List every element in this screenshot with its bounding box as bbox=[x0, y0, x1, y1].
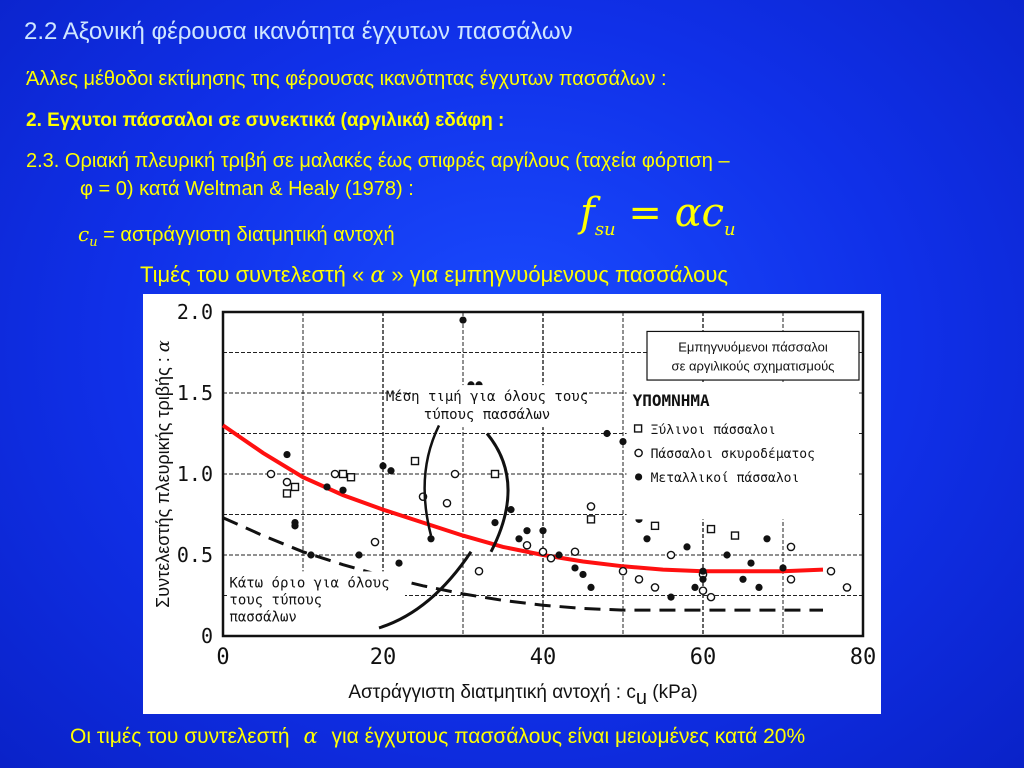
steel-pile-point bbox=[571, 564, 578, 571]
slide-title: 2.2 Αξονική φέρουσα ικανότητα έγχυτων πασσάλων bbox=[24, 18, 573, 45]
concrete-pile-point bbox=[443, 500, 450, 507]
timber-pile-point bbox=[708, 526, 715, 533]
concrete-pile-point bbox=[451, 470, 458, 477]
steel-pile-point bbox=[515, 535, 522, 542]
legend-marker-dot bbox=[635, 473, 642, 480]
concrete-pile-point bbox=[635, 576, 642, 583]
steel-pile-point bbox=[691, 584, 698, 591]
steel-pile-point bbox=[667, 594, 674, 601]
steel-pile-point bbox=[459, 317, 466, 324]
timber-pile-point bbox=[652, 522, 659, 529]
steel-pile-point bbox=[779, 564, 786, 571]
concrete-pile-point bbox=[651, 584, 658, 591]
lower-annotation-line: πασσάλων bbox=[229, 609, 297, 626]
chart-heading-post: » για εμπηγνυόμενους πασσάλους bbox=[391, 262, 729, 287]
steel-pile-point bbox=[579, 571, 586, 578]
timber-pile-point bbox=[732, 532, 739, 539]
concrete-pile-point bbox=[587, 503, 594, 510]
x-tick-label: 60 bbox=[689, 645, 717, 670]
concrete-pile-point bbox=[571, 548, 578, 555]
footer-pre: Οι τιμές του συντελεστή bbox=[70, 725, 290, 748]
steel-pile-point bbox=[355, 551, 362, 558]
x-axis-subscript: u bbox=[635, 687, 647, 709]
steel-pile-point bbox=[723, 551, 730, 558]
info-box-line: σε αργιλικούς σχηματισμούς bbox=[671, 358, 835, 374]
legend-title: ΥΠΟΜΝΗΜΑ bbox=[632, 390, 710, 410]
timber-pile-point bbox=[292, 483, 299, 490]
steel-pile-point bbox=[307, 551, 314, 558]
steel-pile-point bbox=[739, 576, 746, 583]
cu-symbol: c bbox=[78, 222, 90, 246]
x-tick-label: 20 bbox=[369, 645, 397, 670]
steel-pile-point bbox=[323, 483, 330, 490]
legend-marker-square bbox=[635, 425, 642, 432]
concrete-pile-point bbox=[475, 568, 482, 575]
x-tick-label: 0 bbox=[216, 645, 230, 670]
formula-c: c bbox=[701, 190, 725, 236]
y-tick-label: 0.5 bbox=[176, 543, 213, 567]
steel-pile-point bbox=[747, 560, 754, 567]
steel-pile-point bbox=[379, 462, 386, 469]
legend-entry: Ξύλινοι πάσσαλοι bbox=[650, 422, 776, 438]
formula-equals: = bbox=[628, 190, 662, 236]
x-tick-label: 40 bbox=[529, 645, 557, 670]
methods-line: Άλλες μέθοδοι εκτίμησης της φέρουσας ικανότητας έγχυτων πασσάλων : bbox=[26, 68, 667, 90]
timber-pile-point bbox=[284, 490, 291, 497]
x-axis-unit: (kPa) bbox=[646, 682, 698, 703]
info-box-line: Εμπηγνυόμενοι πάσσαλοι bbox=[678, 339, 828, 355]
chart-text bbox=[153, 331, 859, 709]
steel-pile-point bbox=[555, 551, 562, 558]
footer-alpha: α bbox=[303, 724, 318, 748]
y-tick-label: 2.0 bbox=[176, 300, 213, 324]
concrete-pile-point bbox=[827, 568, 834, 575]
mean-annotation-line: τύπους πασσάλων bbox=[423, 407, 551, 424]
formula-f: f bbox=[580, 190, 595, 236]
x-axis-label: Αστράγγιστη διατμητική αντοχή : cu (kPa) bbox=[348, 682, 698, 709]
chart-panel bbox=[143, 294, 881, 714]
timber-pile-point bbox=[340, 471, 347, 478]
steel-pile-point bbox=[683, 543, 690, 550]
formula-f-sub: su bbox=[594, 219, 616, 240]
timber-pile-point bbox=[348, 474, 355, 481]
steel-pile-point bbox=[619, 438, 626, 445]
concrete-pile-point bbox=[371, 538, 378, 545]
steel-pile-point bbox=[539, 527, 546, 534]
footer-post: για έγχυτους πασσάλους είναι μειωμένες κατά 20% bbox=[331, 725, 806, 748]
steel-pile-point bbox=[699, 568, 706, 575]
steel-pile-point bbox=[507, 506, 514, 513]
y-tick-label: 1.0 bbox=[176, 462, 213, 486]
mean-arrow bbox=[425, 425, 439, 535]
concrete-pile-point bbox=[787, 543, 794, 550]
mean-annotation-line: Μέση τιμή για όλους τους bbox=[385, 389, 589, 406]
method-line-1: 2.3. Οριακή πλευρική τριβή σε μαλακές έως στιφρές αργίλους (ταχεία φόρτιση – bbox=[26, 150, 730, 172]
steel-pile-point bbox=[523, 527, 530, 534]
timber-pile-point bbox=[492, 471, 499, 478]
steel-pile-point bbox=[603, 430, 610, 437]
timber-pile-point bbox=[412, 458, 419, 465]
concrete-pile-point bbox=[331, 470, 338, 477]
chart-heading-pre: Τιμές του συντελεστή « bbox=[140, 262, 365, 287]
steel-pile-point bbox=[699, 576, 706, 583]
concrete-pile-point bbox=[787, 576, 794, 583]
steel-pile-point bbox=[643, 535, 650, 542]
method-line-2: φ = 0) κατά Weltman & Healy (1978) : bbox=[80, 178, 414, 200]
y-tick-label: 0 bbox=[200, 624, 213, 648]
concrete-pile-point bbox=[539, 548, 546, 555]
formula-alpha: α bbox=[674, 190, 702, 236]
steel-pile-point bbox=[387, 467, 394, 474]
steel-pile-point bbox=[755, 584, 762, 591]
concrete-pile-point bbox=[667, 551, 674, 558]
chart-heading-alpha: α bbox=[370, 263, 386, 288]
concrete-pile-point bbox=[267, 470, 274, 477]
cu-definition bbox=[78, 222, 395, 250]
chart-heading bbox=[140, 262, 728, 288]
steel-pile-point bbox=[587, 584, 594, 591]
cu-subscript: u bbox=[89, 235, 98, 250]
concrete-pile-point bbox=[547, 555, 554, 562]
concrete-pile-point bbox=[523, 542, 530, 549]
footer-note bbox=[70, 724, 805, 749]
y-axis-label: Συντελεστής πλευρικής τριβής : α bbox=[153, 340, 174, 608]
steel-pile-point bbox=[491, 519, 498, 526]
x-tick-label: 80 bbox=[849, 645, 877, 670]
legend-marker-circle bbox=[635, 449, 642, 456]
formula-c-sub: u bbox=[724, 219, 736, 240]
timber-pile-point bbox=[588, 516, 595, 523]
concrete-pile-point bbox=[619, 568, 626, 575]
subsection-heading: 2. Εγχυτοι πάσσαλοι σε συνεκτικά (αργιλικά) εδάφη : bbox=[26, 110, 505, 131]
lower-annotation-line: Κάτω όριο για όλους bbox=[229, 575, 390, 592]
steel-pile-point bbox=[395, 560, 402, 567]
concrete-pile-point bbox=[699, 587, 706, 594]
steel-pile-point bbox=[283, 451, 290, 458]
concrete-pile-point bbox=[843, 584, 850, 591]
concrete-pile-point bbox=[283, 479, 290, 486]
y-tick-label: 1.5 bbox=[176, 381, 213, 405]
steel-pile-point bbox=[339, 487, 346, 494]
concrete-pile-point bbox=[707, 594, 714, 601]
cu-definition-text: = αστράγγιστη διατμητική αντοχή bbox=[103, 224, 395, 246]
legend-entry: Μεταλλικοί πάσσαλοι bbox=[650, 470, 800, 486]
lower-annotation-line: τους τύπους bbox=[229, 592, 323, 609]
skin-friction-formula bbox=[580, 190, 736, 240]
steel-pile-point bbox=[427, 535, 434, 542]
legend-entry: Πάσσαλοι σκυροδέματος bbox=[650, 446, 815, 462]
y-axis-symbol: α bbox=[153, 340, 174, 353]
steel-pile-point bbox=[763, 535, 770, 542]
alpha-chart bbox=[143, 294, 881, 714]
steel-pile-point bbox=[291, 522, 298, 529]
mean-arrow-2 bbox=[487, 434, 508, 552]
